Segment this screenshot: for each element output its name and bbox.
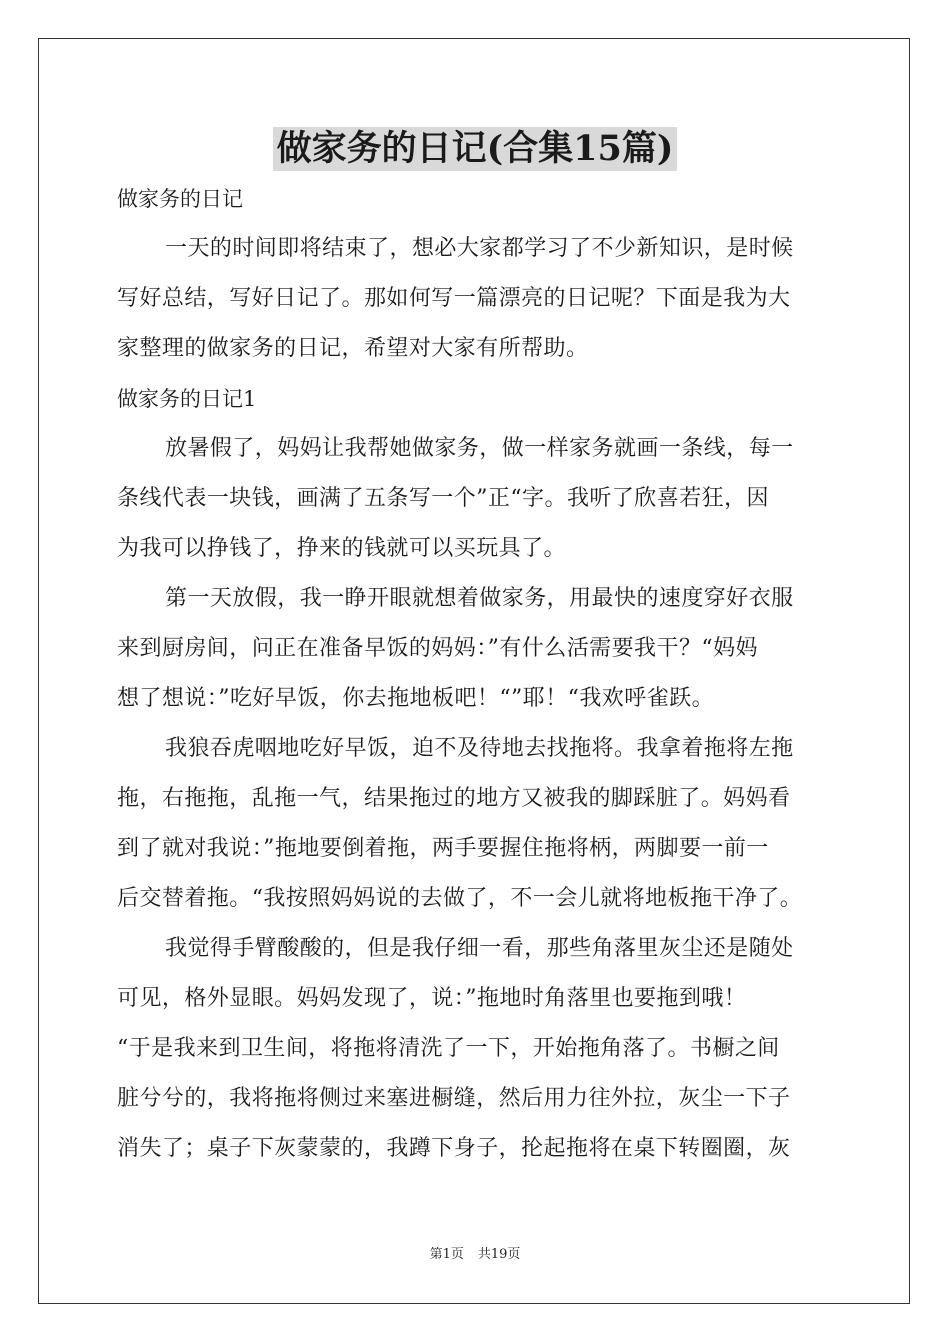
paragraph-line: 放暑假了，妈妈让我帮她做家务，做一样家务就画一条线，每一 — [165, 436, 794, 461]
page-number: 第1页 — [429, 1247, 464, 1262]
paragraph-line: 为我可以挣钱了，挣来的钱就可以买玩具了。 — [117, 536, 567, 561]
paragraph-line: 第一天放假，我一睁开眼就想着做家务，用最快的速度穿好衣服 — [165, 586, 794, 611]
paragraph-line: 家整理的做家务的日记，希望对大家有所帮助。 — [117, 336, 589, 361]
paragraph-line: 想了想说：”吃好早饭，你去拖地板吧！“”耶！“我欢呼雀跃。 — [117, 686, 715, 711]
page-total: 共19页 — [477, 1247, 521, 1262]
paragraph-line: 后交替着拖。“我按照妈妈说的去做了，不一会儿就将地板拖干净了。 — [117, 886, 803, 911]
document-title — [0, 124, 950, 174]
section-heading-1: 做家务的日记1 — [117, 387, 257, 411]
paragraph-1 — [117, 424, 841, 574]
document-body — [117, 174, 841, 1174]
section-heading-intro: 做家务的日记 — [117, 187, 243, 211]
paragraph-line: 条线代表一块钱，画满了五条写一个”正“字。我听了欣喜若狂，因 — [117, 486, 769, 511]
document-title-text: 做家务的日记(合集15篇) — [273, 127, 678, 171]
paragraph-3 — [117, 724, 841, 924]
page-footer — [0, 1243, 950, 1262]
paragraph-4 — [117, 924, 841, 1174]
paragraph-line: 消失了；桌子下灰蒙蒙的，我蹲下身子，抡起拖将在桌下转圈圈，灰 — [117, 1136, 791, 1161]
paragraph-line: 拖，右拖拖，乱拖一气，结果拖过的地方又被我的脚踩脏了。妈妈看 — [117, 786, 791, 811]
paragraph-line: 我觉得手臂酸酸的，但是我仔细一看，那些角落里灰尘还是随处 — [165, 936, 794, 961]
paragraph-intro — [117, 224, 841, 374]
paragraph-line: 来到厨房间，问正在准备早饭的妈妈：”有什么活需要我干？“妈妈 — [117, 636, 758, 661]
paragraph-line: 脏兮兮的，我将拖将侧过来塞进橱缝，然后用力往外拉，灰尘一下子 — [117, 1086, 791, 1111]
paragraph-2 — [117, 574, 841, 724]
paragraph-line: 我狼吞虎咽地吃好早饭，迫不及待地去找拖将。我拿着拖将左拖 — [165, 736, 794, 761]
paragraph-line: 写好总结，写好日记了。那如何写一篇漂亮的日记呢？下面是我为大 — [117, 286, 791, 311]
paragraph-line: 一天的时间即将结束了，想必大家都学习了不少新知识，是时候 — [165, 236, 794, 261]
paragraph-line: 可见，格外显眼。妈妈发现了，说：”拖地时角落里也要拖到哦！ — [117, 986, 747, 1011]
paragraph-line: 到了就对我说：”拖地要倒着拖，两手要握住拖将柄，两脚要一前一 — [117, 836, 769, 861]
paragraph-line: “于是我来到卫生间，将拖将清洗了一下，开始拖角落了。书橱之间 — [117, 1036, 780, 1061]
